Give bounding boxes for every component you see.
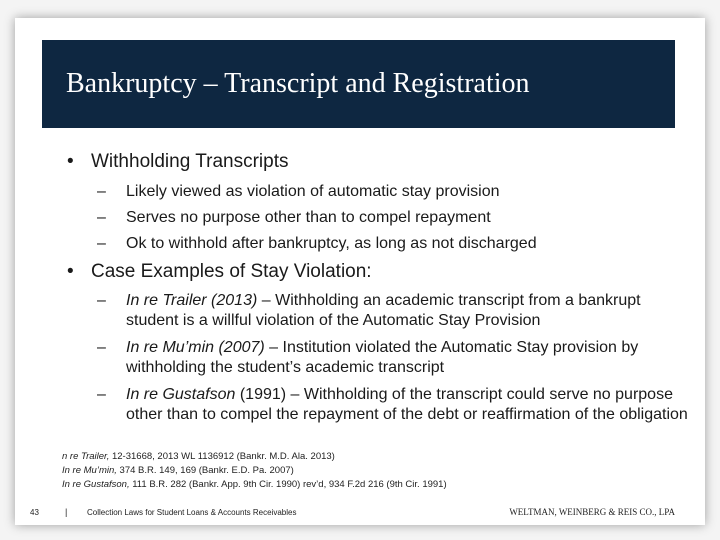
footer-course-title: Collection Laws for Student Loans & Accounts Receivables <box>87 508 297 517</box>
dash-icon: – <box>97 386 106 403</box>
reference-cite: 374 B.R. 149, 169 (Bankr. E.D. Pa. 2007) <box>116 465 294 476</box>
case-example <box>97 291 697 331</box>
reference-case: n re Trailer, <box>62 451 110 462</box>
sub-bullet-text: Ok to withhold after bankruptcy, as long as not discharged <box>126 235 537 252</box>
case-description: – Institution violated the Automatic Stay provision by withholding the student’s academic transcript <box>126 339 639 376</box>
sub-bullet <box>97 234 697 254</box>
sub-bullet-text: Likely viewed as violation of automatic stay provision <box>126 183 500 200</box>
bullet-heading: Withholding Transcripts <box>91 151 289 172</box>
slide <box>15 18 705 525</box>
case-name: In re Mu’min (2007) <box>126 339 265 356</box>
reference-line <box>62 450 447 464</box>
case-description: (1991) – Withholding of the transcript could serve no purpose other than to compel the repayment of the debt or reaffirmation of the obligation <box>126 386 688 423</box>
dash-icon: – <box>97 209 106 226</box>
dash-icon: – <box>97 339 106 356</box>
case-description: – Withholding an academic transcript from a bankrupt student is a willful violation of the Automatic Stay Provision <box>126 292 641 329</box>
dash-icon: – <box>97 292 106 309</box>
case-example <box>97 385 697 425</box>
dash-icon: – <box>97 235 106 252</box>
reference-line <box>62 478 447 492</box>
slide-title: Bankruptcy – Transcript and Registration <box>66 68 530 99</box>
sub-bullet <box>97 208 697 228</box>
bullet-icon: • <box>67 261 74 282</box>
footer-firm-name: WELTMAN, WEINBERG & REIS CO., LPA <box>509 507 675 517</box>
case-example <box>97 338 697 378</box>
references <box>62 450 447 492</box>
sub-bullet-text: Serves no purpose other than to compel repayment <box>126 209 491 226</box>
reference-cite: 111 B.R. 282 (Bankr. App. 9th Cir. 1990) rev’d, 934 F.2d 216 (9th Cir. 1991) <box>129 479 447 490</box>
title-bar <box>42 40 675 128</box>
case-name: In re Trailer (2013) <box>126 292 258 309</box>
bullet-icon: • <box>67 151 74 172</box>
reference-case: In re Mu’min, <box>62 465 117 476</box>
reference-case: In re Gustafson, <box>62 479 130 490</box>
bullet-heading: Case Examples of Stay Violation: <box>91 261 372 282</box>
case-name: In re Gustafson <box>126 386 236 403</box>
sub-bullet <box>97 182 697 202</box>
reference-cite: 12-31668, 2013 WL 1136912 (Bankr. M.D. Ala. 2013) <box>109 451 335 462</box>
dash-icon: – <box>97 183 106 200</box>
page-number: 43 <box>30 508 39 517</box>
reference-line <box>62 464 447 478</box>
footer-separator: | <box>65 507 68 517</box>
